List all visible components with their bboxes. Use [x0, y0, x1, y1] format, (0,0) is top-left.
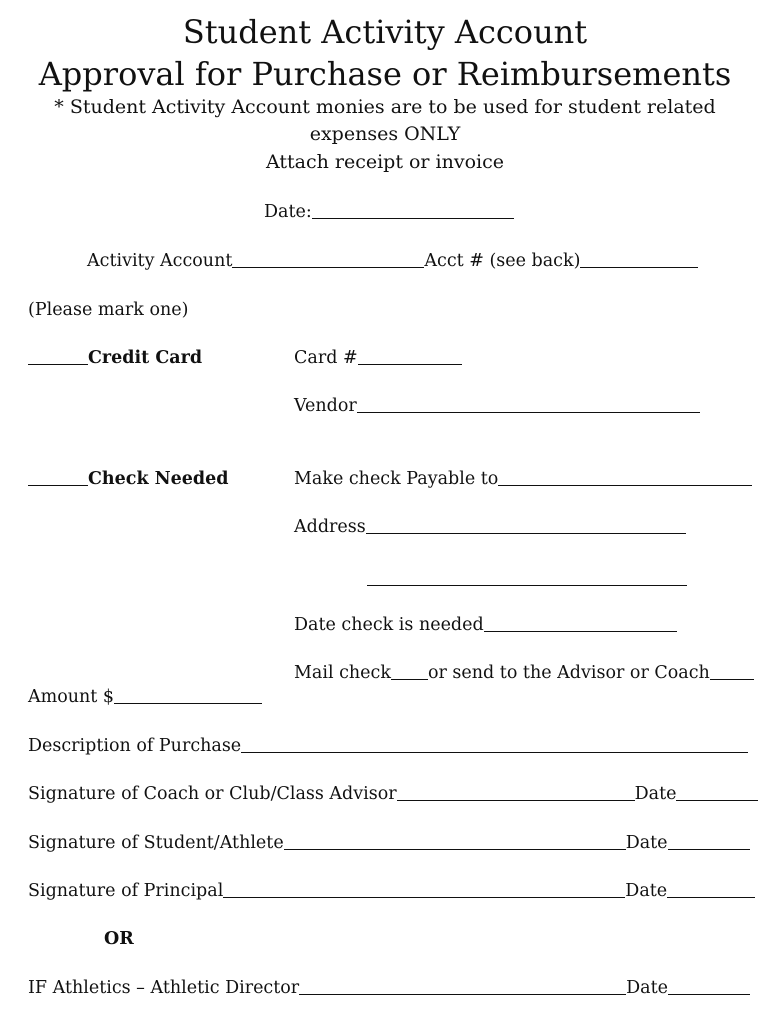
- coach-signature-label: Signature of Coach or Club/Class Advisor: [28, 784, 397, 804]
- student-signature-blank[interactable]: [284, 849, 626, 850]
- mail-check-label: Mail check: [294, 663, 391, 683]
- usage-note-line-2: expenses ONLY: [309, 123, 461, 145]
- activity-account-row: [87, 253, 698, 271]
- date-check-needed-blank[interactable]: [484, 631, 677, 632]
- address-blank-line-1[interactable]: [366, 533, 686, 534]
- delivery-method-field: [294, 665, 754, 683]
- student-signature-label: Signature of Student/Athlete: [28, 833, 284, 853]
- student-date-label: Date: [625, 833, 668, 853]
- acct-number-blank[interactable]: [580, 267, 698, 268]
- or-separator: OR: [104, 929, 134, 949]
- form-title-line-2: Approval for Purchase or Reimbursements: [38, 55, 732, 93]
- coach-signature-row: [28, 786, 758, 804]
- address-field: [294, 519, 686, 537]
- activity-account-blank[interactable]: [232, 267, 424, 268]
- activity-account-label: Activity Account: [87, 251, 233, 271]
- principal-signature-blank[interactable]: [223, 897, 625, 898]
- acct-number-label: Acct # (see back): [424, 251, 581, 271]
- athletic-director-date-label: Date: [626, 978, 669, 998]
- athletic-director-blank[interactable]: [299, 994, 626, 995]
- athletic-director-label: IF Athletics – Athletic Director: [28, 978, 300, 998]
- send-to-advisor-label: or send to the Advisor or Coach: [427, 663, 710, 683]
- send-to-advisor-blank[interactable]: [710, 679, 754, 680]
- description-blank[interactable]: [241, 752, 748, 753]
- vendor-blank[interactable]: [357, 412, 700, 413]
- date-field: [264, 204, 514, 222]
- vendor-field: [294, 398, 700, 416]
- credit-card-mark-blank[interactable]: [28, 364, 88, 365]
- date-check-needed-field: [294, 617, 677, 635]
- principal-date-blank[interactable]: [667, 897, 755, 898]
- card-number-label: Card #: [294, 348, 358, 368]
- attach-receipt-note: Attach receipt or invoice: [265, 151, 505, 173]
- credit-card-label: Credit Card: [88, 348, 203, 368]
- principal-signature-label: Signature of Principal: [28, 881, 224, 901]
- payable-to-label: Make check Payable to: [294, 469, 499, 489]
- description-label: Description of Purchase: [28, 736, 242, 756]
- payable-to-blank[interactable]: [498, 485, 752, 486]
- coach-date-label: Date: [634, 784, 677, 804]
- credit-card-option: [28, 350, 202, 368]
- principal-signature-row: [28, 883, 755, 901]
- athletic-director-row: [28, 980, 750, 998]
- form-title-line-1: Student Activity Account: [182, 13, 588, 51]
- principal-date-label: Date: [625, 881, 668, 901]
- date-blank[interactable]: [312, 218, 514, 219]
- check-needed-mark-blank[interactable]: [28, 485, 88, 486]
- usage-note-line-1: * Student Activity Account monies are to be used for student related: [54, 96, 716, 118]
- amount-field: [28, 689, 262, 707]
- mail-check-blank[interactable]: [391, 679, 428, 680]
- address-blank-line-2[interactable]: [367, 585, 687, 586]
- date-label: Date:: [264, 202, 312, 222]
- check-needed-option: [28, 471, 229, 489]
- date-check-needed-label: Date check is needed: [294, 615, 484, 635]
- payable-to-field: [294, 471, 752, 489]
- address-label: Address: [294, 517, 366, 537]
- card-number-field: [294, 350, 462, 368]
- description-field: [28, 738, 748, 756]
- student-date-blank[interactable]: [668, 849, 750, 850]
- vendor-label: Vendor: [294, 396, 357, 416]
- coach-date-blank[interactable]: [676, 800, 758, 801]
- amount-label: Amount $: [28, 687, 115, 707]
- card-number-blank[interactable]: [358, 364, 462, 365]
- student-signature-row: [28, 835, 750, 853]
- amount-blank[interactable]: [114, 703, 262, 704]
- check-needed-label: Check Needed: [88, 469, 229, 489]
- please-mark-one: (Please mark one): [28, 300, 189, 320]
- coach-signature-blank[interactable]: [397, 800, 635, 801]
- athletic-director-date-blank[interactable]: [668, 994, 750, 995]
